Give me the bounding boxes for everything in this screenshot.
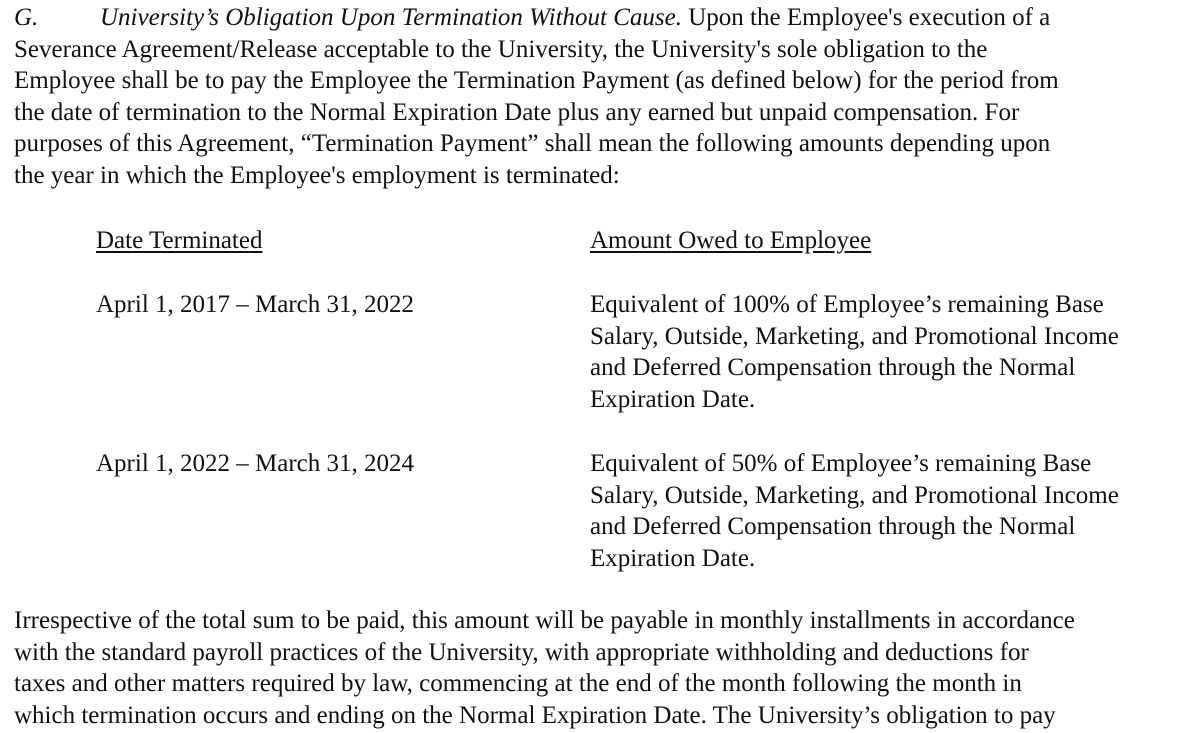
paragraph-line: Upon the Employee's execution of a: [681, 4, 1051, 31]
date-terminated-header: Date Terminated: [96, 227, 263, 254]
row-date: April 1, 2022 – March 31, 2024: [96, 450, 415, 477]
row-amount: [590, 289, 1190, 415]
paragraph-line: Irrespective of the total sum to be paid, this amount will be payable in monthly installments in accordance: [14, 607, 1075, 634]
section-g-paragraph: [14, 2, 1194, 191]
paragraph-line: Severance Agreement/Release acceptable to the University, the University's sole obligation to the: [14, 35, 988, 63]
amount-line: Equivalent of 100% of Employee’s remaining Base: [590, 291, 1104, 318]
amount-line: Expiration Date.: [590, 385, 756, 413]
paragraph-line: which termination occurs and ending on the Normal Expiration Date. The University’s obligation to pay: [14, 701, 1056, 729]
amount-line: Salary, Outside, Marketing, and Promotional Income: [590, 322, 1119, 350]
amount-line: and Deferred Compensation through the Normal: [590, 513, 1076, 540]
paragraph-line: purposes of this Agreement, “Termination Payment” shall mean the following amounts depending upon: [14, 130, 1051, 157]
paragraph-line: the year in which the Employee's employment is terminated:: [14, 161, 620, 189]
paragraph-line: with the standard payroll practices of the University, with appropriate withholding and deductions for: [14, 638, 1029, 666]
paragraph-line: Employee shall be to pay the Employee the Termination Payment (as defined below) for the period from: [14, 67, 1059, 94]
paragraph-line: the date of termination to the Normal Expiration Date plus any earned but unpaid compensation. For: [14, 98, 1020, 126]
amount-line: Expiration Date.: [590, 544, 756, 572]
section-g-first-line: [14, 2, 1194, 34]
amount-line: Salary, Outside, Marketing, and Promotional Income: [590, 481, 1119, 509]
closing-paragraph: [14, 605, 1194, 731]
amount-owed-header: Amount Owed to Employee: [590, 227, 872, 254]
section-letter: G.: [14, 4, 39, 31]
amount-line: Equivalent of 50% of Employee’s remaining Base: [590, 450, 1092, 477]
row-amount: [590, 448, 1190, 574]
row-date: April 1, 2017 – March 31, 2022: [96, 291, 415, 318]
amount-line: and Deferred Compensation through the Normal: [590, 354, 1076, 381]
section-heading: University’s Obligation Upon Termination Without Cause.: [100, 4, 682, 31]
paragraph-line: taxes and other matters required by law, commencing at the end of the month following the month in: [14, 670, 1022, 697]
